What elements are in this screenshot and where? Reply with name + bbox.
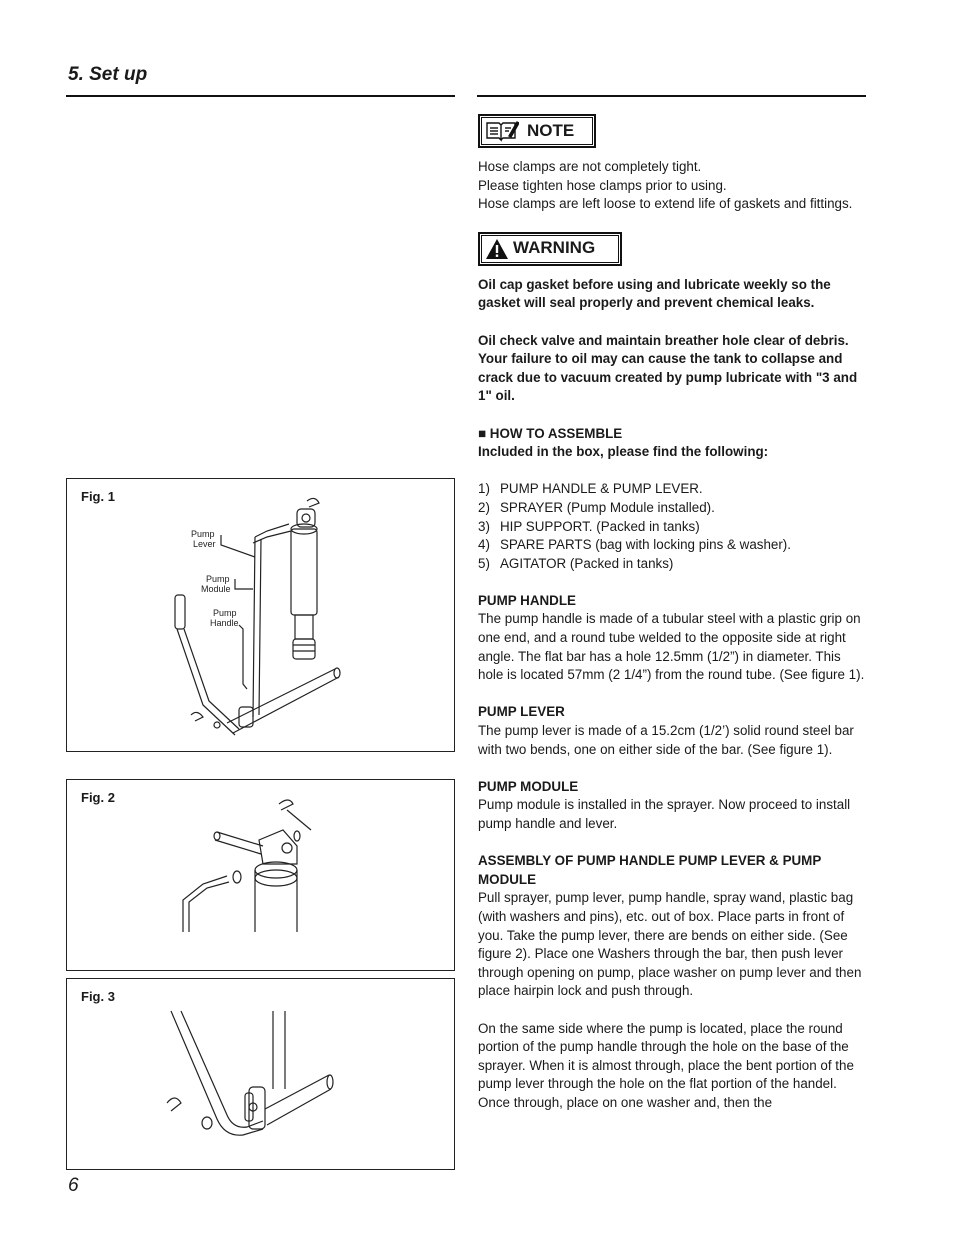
figure-3 [66,978,455,1170]
figure-3-drawing [67,979,454,1169]
pump-handle-heading: PUMP HANDLE [478,592,576,608]
list-item [478,536,868,555]
header-rule-right [477,95,866,97]
list-item-text: PUMP HANDLE & PUMP LEVER. [500,481,703,497]
assembly-body-1: Pull sprayer, pump lever, pump handle, spray wand, plastic bag (with washers and pins), etc. out of box. Place parts in front of you. Take the pump lever, there are bends on either side. (See figure 2). Place one Washers through the bar, then push lever through opening on pump, place washer on pump lever and then place hairpin lock and push through. [478,890,862,999]
assembly-heading: ASSEMBLY OF PUMP HANDLE PUMP LEVER & PUMP MODULE [478,853,822,887]
list-item-number: 5) [478,555,490,571]
figure-3-label: Fig. 3 [81,989,115,1004]
page-number: 6 [68,1175,79,1196]
warning-para-1: Oil cap gasket before using and lubricate weekly so the gasket will seal properly and prevent chemical leaks. [478,276,831,311]
figure-2-drawing [67,780,454,970]
list-item-text: AGITATOR (Packed in tanks) [500,555,674,571]
warning-label: WARNING [513,238,596,258]
list-item-text: SPRAYER (Pump Module installed). [500,499,715,515]
book-pencil-icon [485,120,519,142]
pump-lever-body: The pump lever is made of a 15.2cm (1/2’) solid round steel bar with two bends, one on either side of the bar. (See figure 1). [478,723,854,757]
pump-handle-body: The pump handle is made of a tubular steel with a plastic grip on one end, and a round tube welded to the opposite side at right angle. The flat bar has a hole 12.5mm (1/2”) in diameter. This hole is located 57mm (2 1/4”) from the round tube. (See figure 1). [478,611,865,683]
callout-pump-module-2: Module [201,584,231,594]
figure-2 [66,779,455,971]
pump-module-body: Pump module is installed in the sprayer. Now proceed to install pump handle and lever. [478,797,851,831]
figure-1-label: Fig. 1 [81,489,115,504]
right-column [478,114,868,1113]
section-title: 5. Set up [68,64,148,85]
note-line-1: Hose clamps are not completely tight. [478,159,702,174]
list-item-number: 3) [478,518,490,534]
figure-1-drawing [67,479,454,751]
callout-pump-lever-1: Pump [191,529,215,539]
note-label: NOTE [527,120,575,140]
list-item-number: 2) [478,499,490,515]
figure-1 [66,478,455,752]
warning-para-2: Oil check valve and maintain breather hole clear of debris. Your failure to oil may can cause the tank to collapse and crack due to vacuum created by pump lubricate with "3 and 1" oil. [478,332,858,404]
list-item [478,555,868,574]
header-rule-left [66,95,455,97]
callout-pump-lever-2: Lever [193,539,216,549]
note-line-2: Please tighten hose clamps prior to using. [478,177,727,193]
pump-lever-heading: PUMP LEVER [478,704,565,720]
list-item [478,499,868,518]
callout-pump-handle-1: Pump [213,608,237,618]
list-item-number: 1) [478,481,490,497]
assemble-heading: ■ HOW TO ASSEMBLE [478,425,623,441]
figure-2-label: Fig. 2 [81,790,115,805]
list-item [478,480,868,499]
pump-module-heading: PUMP MODULE [478,778,579,794]
list-item-number: 4) [478,537,490,553]
warning-badge [478,232,622,266]
assemble-intro: Included in the box, please find the following: [478,444,769,460]
warning-triangle-icon [485,238,509,260]
assembly-body-2: On the same side where the pump is located, place the round portion of the pump handle through the hole on the base of the sprayer. When it is almost through, place the bent portion of the pump lever through the hole on the flat portion of the handel. Once through, place on one washer and, then the [478,1020,854,1110]
note-badge [478,114,596,148]
list-item-text: HIP SUPPORT. (Packed in tanks) [500,518,700,534]
callout-pump-handle-2: Handle [210,618,239,628]
callout-pump-module-1: Pump [206,574,230,584]
list-item [478,518,868,537]
list-item-text: SPARE PARTS (bag with locking pins & washer). [500,537,791,553]
note-line-3: Hose clamps are left loose to extend life of gaskets and fittings. [478,196,853,212]
